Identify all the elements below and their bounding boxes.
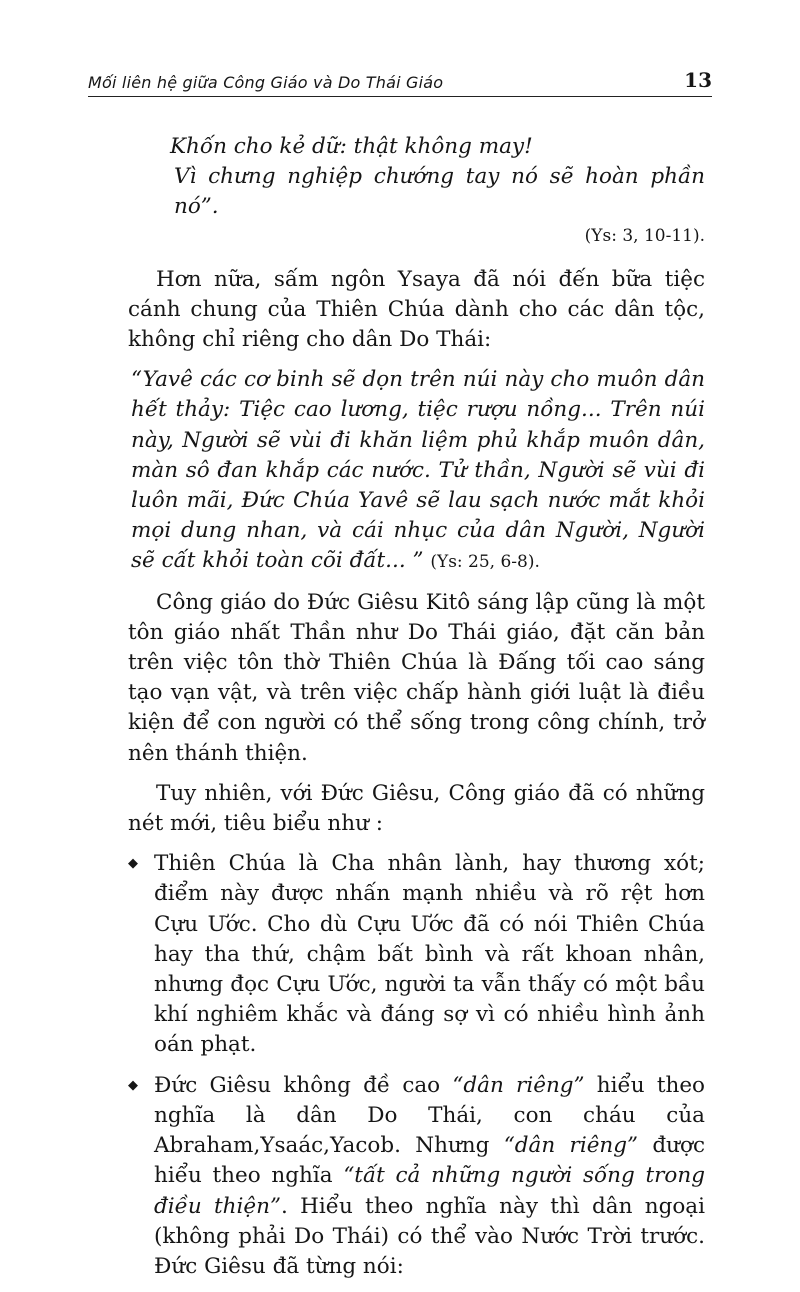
verse-line-2: Vì chưng nghiệp chướng tay nó sẽ hoàn phần nó”. bbox=[174, 164, 705, 220]
emphasis: “dân riêng” bbox=[503, 1133, 639, 1159]
text-run: Đức Giêsu không đề cao bbox=[154, 1072, 453, 1098]
page-body bbox=[128, 132, 705, 1292]
emphasis: “tất cả những người sống trong điều thiện” bbox=[154, 1163, 705, 1219]
quote-reference: (Ys: 25, 6-8). bbox=[430, 552, 540, 573]
text-run: hiểu theo nghĩa là dân Do Thái, con cháu của Abraham,Ysaác,Yacob. Nhưng bbox=[154, 1072, 706, 1159]
quote-block bbox=[128, 365, 705, 577]
text-run: . Hiểu theo nghĩa này thì dân ngoại (không phải Do Thái) có thể vào Nước Trời trước. Đức Giêsu đã từng nói: bbox=[154, 1193, 706, 1279]
paragraph-3: Tuy nhiên, với Đức Giêsu, Công giáo đã có những nét mới, tiêu biểu như : bbox=[128, 780, 705, 837]
emphasis: “dân riêng” bbox=[452, 1072, 585, 1098]
bullet-text bbox=[154, 1073, 705, 1279]
list-item bbox=[128, 1071, 705, 1282]
diamond-bullet-icon: ◆ bbox=[128, 856, 138, 872]
paragraph-1: Hơn nữa, sấm ngôn Ysaya đã nói đến bữa tiệc cánh chung của Thiên Chúa dành cho các dân tộc, không chỉ riêng cho dân Do Thái: bbox=[128, 266, 705, 353]
verse-reference: (Ys: 3, 10-11). bbox=[584, 225, 705, 246]
diamond-bullet-icon: ◆ bbox=[128, 1077, 138, 1093]
quote-text: “Yavê các cơ binh sẽ dọn trên núi này cho muôn dân hết thảy: Tiệc cao lương, tiệc rượu nồng... Trên núi này, Người sẽ vùi đi khăn liệm phủ khắp muôn dân, màn sô đan khắp các nước. Tử thần, Người sẽ vùi đi luôn mãi, Đức Chúa Yavê sẽ lau sạch nước mắt khỏi mọi dung nhan, và cái nhục của dân Người, Người sẽ cất khỏi toàn cõi đất... ” bbox=[131, 367, 705, 574]
verse-line-1: Khốn cho kẻ dữ: thật không may! bbox=[170, 134, 533, 159]
text-run: được hiểu theo nghĩa bbox=[154, 1133, 705, 1189]
bullet-text: Thiên Chúa là Cha nhân lành, hay thương xót; điểm này được nhấn mạnh nhiều và rõ rệt hơn Cựu Ước. Cho dù Cựu Ước đã có nói Thiên Chúa hay tha thứ, chậm bất bình và rất khoan nhân, nhưng đọc Cựu Ước, người ta vẫn thấy có một bầu khí nghiêm khắc và đáng sợ vì có nhiều hình ảnh oán phạt. bbox=[154, 851, 705, 1058]
page-number: 13 bbox=[684, 68, 712, 92]
bullet-list bbox=[128, 849, 705, 1282]
paragraph-2: Công giáo do Đức Giêsu Kitô sáng lập cũng là một tôn giáo nhất Thần như Do Thái giáo, đặt căn bản trên việc tôn thờ Thiên Chúa là Đấng tối cao sáng tạo vạn vật, và trên việc chấp hành giới luật là điều kiện để con người có thể sống trong công chính, trở nên thánh thiện. bbox=[128, 589, 705, 766]
list-item bbox=[128, 849, 705, 1060]
running-header bbox=[88, 66, 712, 97]
running-title: Mối liên hệ giữa Công Giáo và Do Thái Giáo bbox=[88, 73, 444, 92]
